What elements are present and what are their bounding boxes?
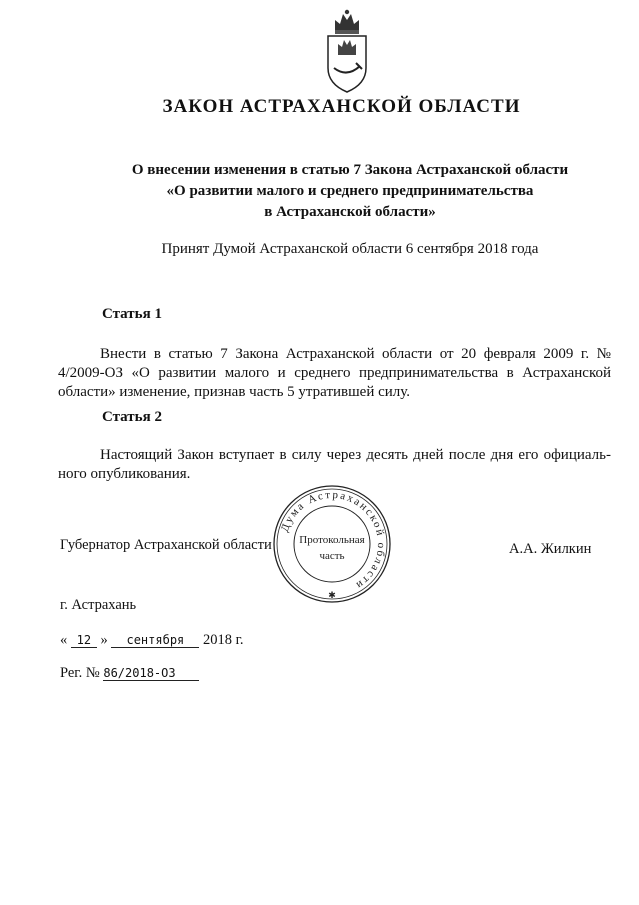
article-2-text: Настоящий Закон вступает в силу через десять дней после дня его официаль-ного опубликования.: [58, 447, 611, 482]
city: г. Астрахань: [60, 597, 137, 613]
article-2-heading: Статья 2: [102, 409, 162, 425]
law-subtitle: [100, 160, 600, 223]
adoption-line: Принят Думой Астраханской области 6 сентября 2018 года: [161, 241, 539, 257]
date-day: 12: [71, 633, 97, 648]
article-1-text: Внести в статью 7 Закона Астраханской области от 20 февраля 2009 г. № 4/2009-ОЗ «О развитии малого и среднего предпринимательства в Астраханской области» изменение, признав часть 5 утратившей силу.: [58, 346, 611, 400]
svg-text:✱: ✱: [328, 590, 336, 600]
coat-of-arms-emblem: [322, 8, 372, 94]
subtitle-line-2: «О развитии малого и среднего предпринимательства: [166, 183, 534, 199]
subtitle-line-1: О внесении изменения в статью 7 Закона Астраханской области: [131, 162, 569, 178]
registration-label: Рег. №: [60, 665, 100, 681]
date-month: сентября: [111, 633, 199, 648]
stamp-ring-text: Дума Астраханской области: [278, 488, 388, 593]
date-open-quote: «: [60, 632, 68, 648]
article-1-heading: Статья 1: [102, 306, 162, 322]
stamp-center-line-2: часть: [319, 550, 345, 562]
law-title: ЗАКОН АСТРАХАНСКОЙ ОБЛАСТИ: [162, 96, 521, 117]
date-close-quote: »: [100, 632, 108, 648]
subtitle-line-3: в Астраханской области»: [264, 204, 436, 220]
registration: [60, 665, 199, 682]
signatory-position: Губернатор Астраханской области: [60, 537, 272, 553]
stamp-center-line-1: Протокольная: [299, 534, 365, 546]
date-year: 2018 г.: [203, 632, 244, 648]
signing-date: [60, 632, 244, 649]
registration-number: 86/2018-ОЗ: [103, 666, 199, 681]
signatory-name: А.А. Жилкин: [509, 541, 592, 557]
official-stamp: [271, 483, 393, 605]
